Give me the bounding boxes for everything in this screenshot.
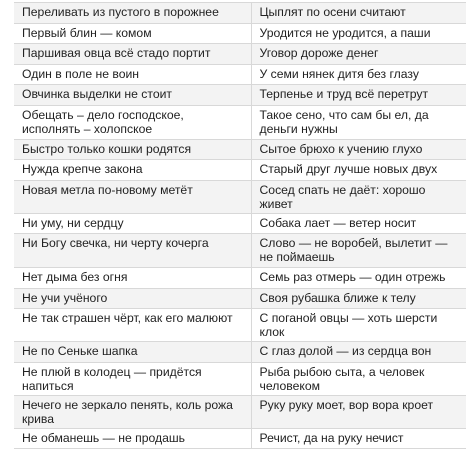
right-proverb-cell: Руку руку моет, вор вора кроет [251,395,466,428]
table-row [14,342,466,363]
left-proverb-cell: Обещать – дело господское, исполнять – холопское [14,105,251,139]
left-proverb-cell: Не так страшен чёрт, как его малюют [14,309,251,342]
left-proverb-cell: Переливать из пустого в порожнее [14,3,251,24]
left-proverb-cell: Не по Сеньке шапка [14,342,251,363]
table-row [14,213,466,234]
right-proverb-cell: Собака лает — ветер носит [251,213,466,234]
left-proverb-cell: Нечего не зеркало пенять, коль рожа крива [14,395,251,428]
table-row [14,23,466,44]
table-row [14,268,466,289]
right-proverb-cell: Цыплят по осени считают [251,3,466,24]
right-proverb-cell: Сытое брюхо к учению глухо [251,139,466,160]
table-row [14,234,466,268]
table-row [14,3,466,24]
left-proverb-cell: Овчинка выделки не стоит [14,85,251,106]
table-row [14,139,466,160]
right-proverb-cell: Терпенье и труд всё перетрут [251,85,466,106]
left-proverb-cell: Один в поле не воин [14,64,251,85]
right-proverb-cell: С поганой овцы — хоть шерсти клок [251,309,466,342]
table-row [14,428,466,449]
right-proverb-cell: Уговор дороже денег [251,44,466,65]
table-row [14,395,466,428]
left-proverb-cell: Не обманешь — не продашь [14,428,251,449]
right-proverb-cell: Речист, да на руку нечист [251,428,466,449]
table-row [14,288,466,309]
left-proverb-cell: Не плюй в колодец — придётся напиться [14,362,251,395]
table-row [14,309,466,342]
table-row [14,64,466,85]
left-proverb-cell: Первый блин — комом [14,23,251,44]
table-row [14,160,466,181]
right-proverb-cell: Своя рубашка ближе к телу [251,288,466,309]
right-proverb-cell: Слово — не воробей, вылетит — не поймаешь [251,234,466,268]
left-proverb-cell: Паршивая овца всё стадо портит [14,44,251,65]
left-proverb-cell: Ни Богу свечка, ни черту кочерга [14,234,251,268]
table-row [14,105,466,139]
table-row [14,44,466,65]
right-proverb-cell: Старый друг лучше новых двух [251,160,466,181]
left-proverb-cell: Ни уму, ни сердцу [14,213,251,234]
right-proverb-cell: Такое сено, что сам бы ел, да деньги нужны [251,105,466,139]
left-proverb-cell: Нужда крепче закона [14,160,251,181]
right-proverb-cell: Семь раз отмерь — один отрежь [251,268,466,289]
proverbs-table-body [14,3,466,449]
right-proverb-cell: Рыба рыбою сыта, а человек человеком [251,362,466,395]
right-proverb-cell: Сосед спать не даёт: хорошо живет [251,180,466,213]
proverbs-table [14,2,466,449]
table-row [14,362,466,395]
table-row [14,180,466,213]
right-proverb-cell: У семи нянек дитя без глазу [251,64,466,85]
left-proverb-cell: Новая метла по-новому метёт [14,180,251,213]
left-proverb-cell: Нет дыма без огня [14,268,251,289]
left-proverb-cell: Не учи учёного [14,288,251,309]
left-proverb-cell: Быстро только кошки родятся [14,139,251,160]
right-proverb-cell: Уродится не уродится, а паши [251,23,466,44]
table-row [14,85,466,106]
right-proverb-cell: С глаз долой — из сердца вон [251,342,466,363]
